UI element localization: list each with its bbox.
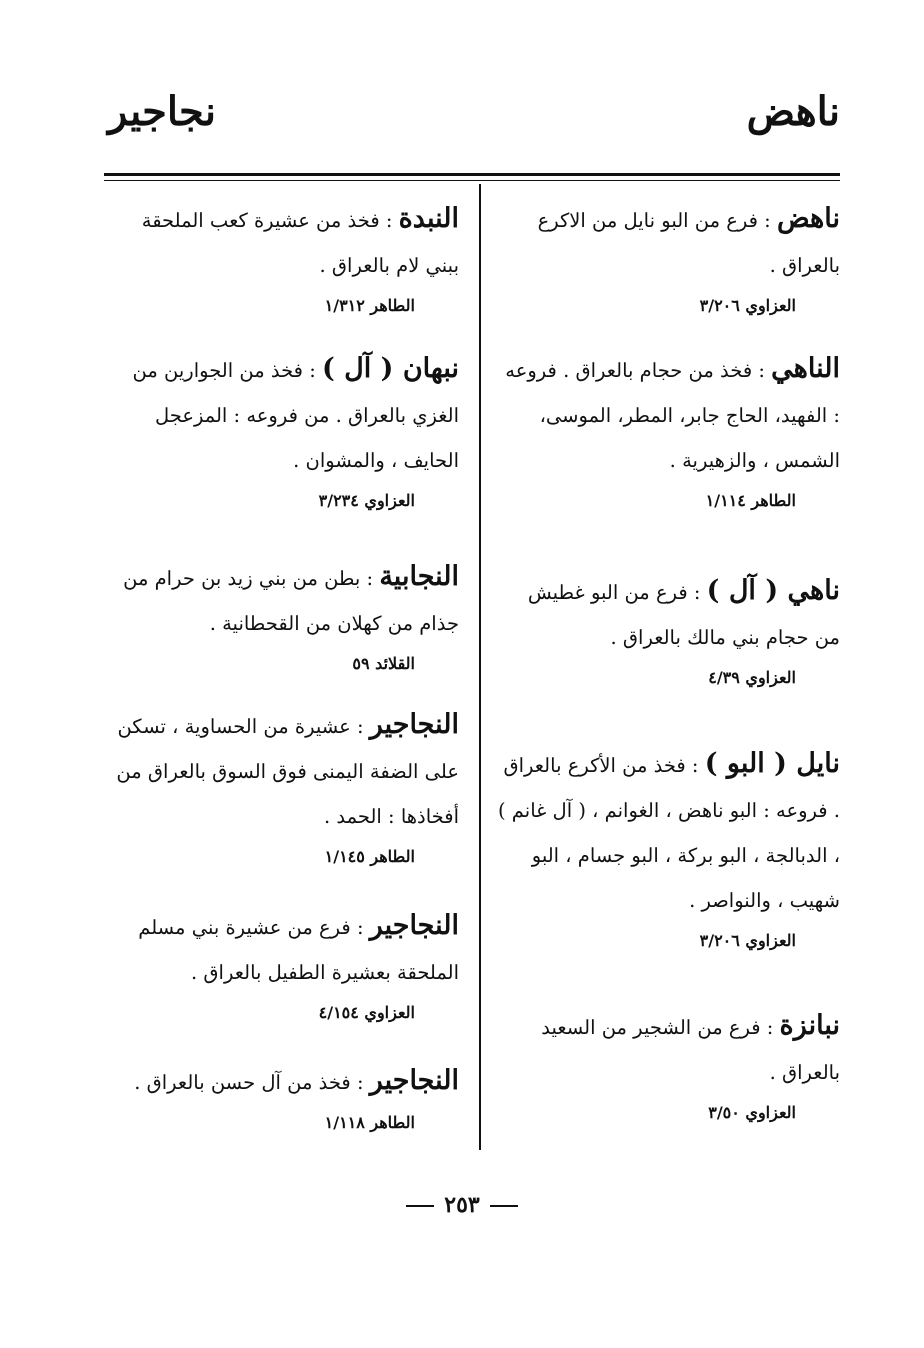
entry: [107, 903, 459, 1025]
entry-text: [497, 741, 840, 923]
entry: [107, 196, 459, 318]
entry-text: [497, 568, 840, 660]
page-number: ٢٥٣: [444, 1192, 480, 1218]
entry-definition: : فرع من الشجير من السعيد بالعراق .: [541, 1016, 840, 1084]
entry-headword: ناهض: [776, 203, 840, 234]
entry: [497, 741, 840, 953]
entry: [107, 346, 459, 513]
entry-headword: النجاجير: [369, 1065, 459, 1096]
entry-headword: نبانزة: [779, 1010, 840, 1041]
entry-text: [497, 346, 840, 483]
page-number-footer: [0, 1192, 924, 1218]
dash-left: [490, 1205, 518, 1207]
entry-text: [107, 1058, 459, 1105]
entry-text: [107, 346, 459, 483]
entry-headword: النجاجير: [369, 910, 459, 941]
entry-definition: : بطن من بني زيد بن حرام من جذام من كهلان من القحطانية .: [123, 567, 459, 635]
entry-source: الطاهر ١/١٤٥: [324, 847, 415, 866]
entry: [107, 554, 459, 676]
entry-definition: : فخذ من حجام بالعراق . فروعه : الفهيد، الحاج جابر، المطر، الموسى، الشمس ، والزهيرية .: [505, 359, 840, 472]
running-head-right: ناهض: [746, 88, 840, 135]
entry-headword: الناهي: [771, 353, 840, 384]
entry-text: [107, 196, 459, 288]
header-rule-thin: [104, 180, 840, 181]
entry-source: العزاوي ٣/٢٣٤: [318, 491, 415, 510]
entry-source: الطاهر ١/١١٨: [324, 1113, 415, 1132]
entry-source: الطاهر ١/١١٤: [705, 491, 796, 510]
entry-source: العزاوي ٣/٥٠: [708, 1103, 796, 1122]
entry-source: العزاوي ٤/٣٩: [708, 668, 796, 687]
entry-headword: نبهان ( آل ): [321, 353, 459, 384]
entry-headword: النجاجير: [369, 709, 459, 740]
entry-definition: : فرع من عشيرة بني مسلم الملحقة بعشيرة الطفيل بالعراق .: [138, 916, 459, 984]
entry-definition: : فرع من البو غطيش من حجام بني مالك بالعراق .: [527, 581, 840, 649]
entry: [107, 1058, 459, 1135]
entry-definition: : فخذ من الأكرع بالعراق . فروعه : البو ناهض ، الغوانم ، ( آل غانم ) ، الدبالجة ، البو بركة ، البو جسام ، البو شهيب ، والنواصر .: [498, 754, 840, 912]
entry-text: [497, 196, 840, 288]
entry-definition: : فخذ من عشيرة كعب الملحقة ببني لام بالعراق .: [141, 209, 459, 277]
entry-definition: : فرع من البو نايل من الاكرع بالعراق .: [537, 209, 840, 277]
entry-source: العزاوي ٣/٢٠٦: [699, 296, 796, 315]
entry-source: العزاوي ٤/١٥٤: [318, 1003, 415, 1022]
entry-definition: : عشيرة من الحساوية ، تسكن على الضفة اليمنى فوق السوق بالعراق من أفخاذها : الحمد .: [116, 715, 459, 828]
entry-text: [497, 1003, 840, 1095]
entry: [497, 1003, 840, 1125]
dash-right: [406, 1205, 434, 1207]
entry-source: القلائد ٥٩: [352, 654, 415, 673]
running-head-left: نجاجير: [108, 88, 217, 135]
entry: [497, 196, 840, 318]
entry-definition: : فخذ من آل حسن بالعراق .: [134, 1071, 370, 1094]
entry-headword: ناهي ( آل ): [706, 575, 840, 606]
entry: [497, 346, 840, 513]
entry-headword: النبدة: [398, 203, 459, 234]
entry-definition: : فخذ من الجوارين من الغزي بالعراق . من فروعه : المزعجل الحايف ، والمشوان .: [132, 359, 459, 472]
entry-source: الطاهر ١/٣١٢: [324, 296, 415, 315]
column-divider: [479, 184, 481, 1150]
entry: [107, 702, 459, 869]
entry-text: [107, 903, 459, 995]
entry-text: [107, 554, 459, 646]
header-rule-thick: [104, 173, 840, 176]
entry: [497, 568, 840, 690]
entry-headword: نايل ( البو ): [704, 748, 840, 779]
entry-source: العزاوي ٣/٢٠٦: [699, 931, 796, 950]
entry-headword: النجابية: [379, 561, 459, 592]
entry-text: [107, 702, 459, 839]
